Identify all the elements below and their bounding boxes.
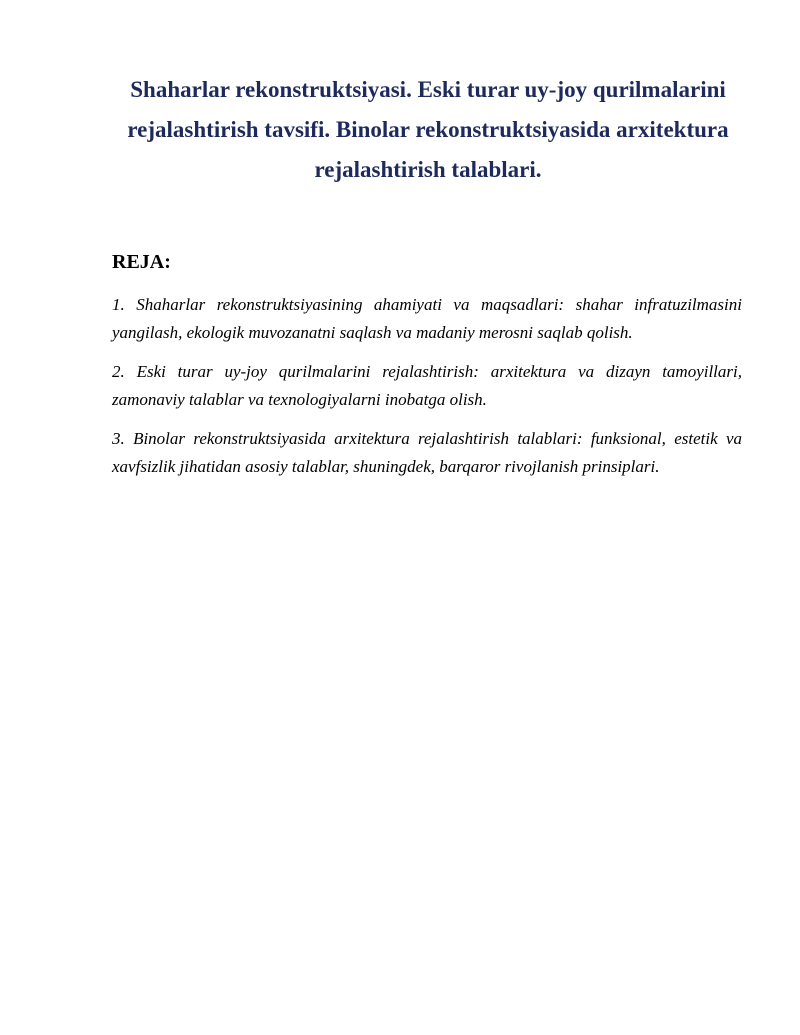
plan-item-1: 1. Shaharlar rekonstruktsiyasining ahamiyati va maqsadlari: shahar infratuzilmasini yangilash, ekologik muvozanatni saqlash va madaniy merosni saqlab qolish.: [112, 295, 742, 342]
document-title: Shaharlar rekonstruktsiyasi. Eski turar uy-joy qurilmalarini rejalashtirish tavsifi. Binolar rekonstruktsiyasida arxitektura rejalashtirish talablari.: [127, 77, 729, 182]
plan-item-3: 3. Binolar rekonstruktsiyasida arxitektura rejalashtirish talablari: funksional, estetik va xavfsizlik jihatidan asosiy talablar, shuningdek, barqaror rivojlanish prinsiplari.: [112, 429, 742, 476]
plan-heading: REJA:: [112, 251, 171, 273]
plan-list: [112, 291, 742, 492]
plan-item-2: 2. Eski turar uy-joy qurilmalarini rejalashtirish: arxitektura va dizayn tamoyillari, zamonaviy talablar va texnologiyalarni inobatga olish.: [112, 362, 742, 409]
